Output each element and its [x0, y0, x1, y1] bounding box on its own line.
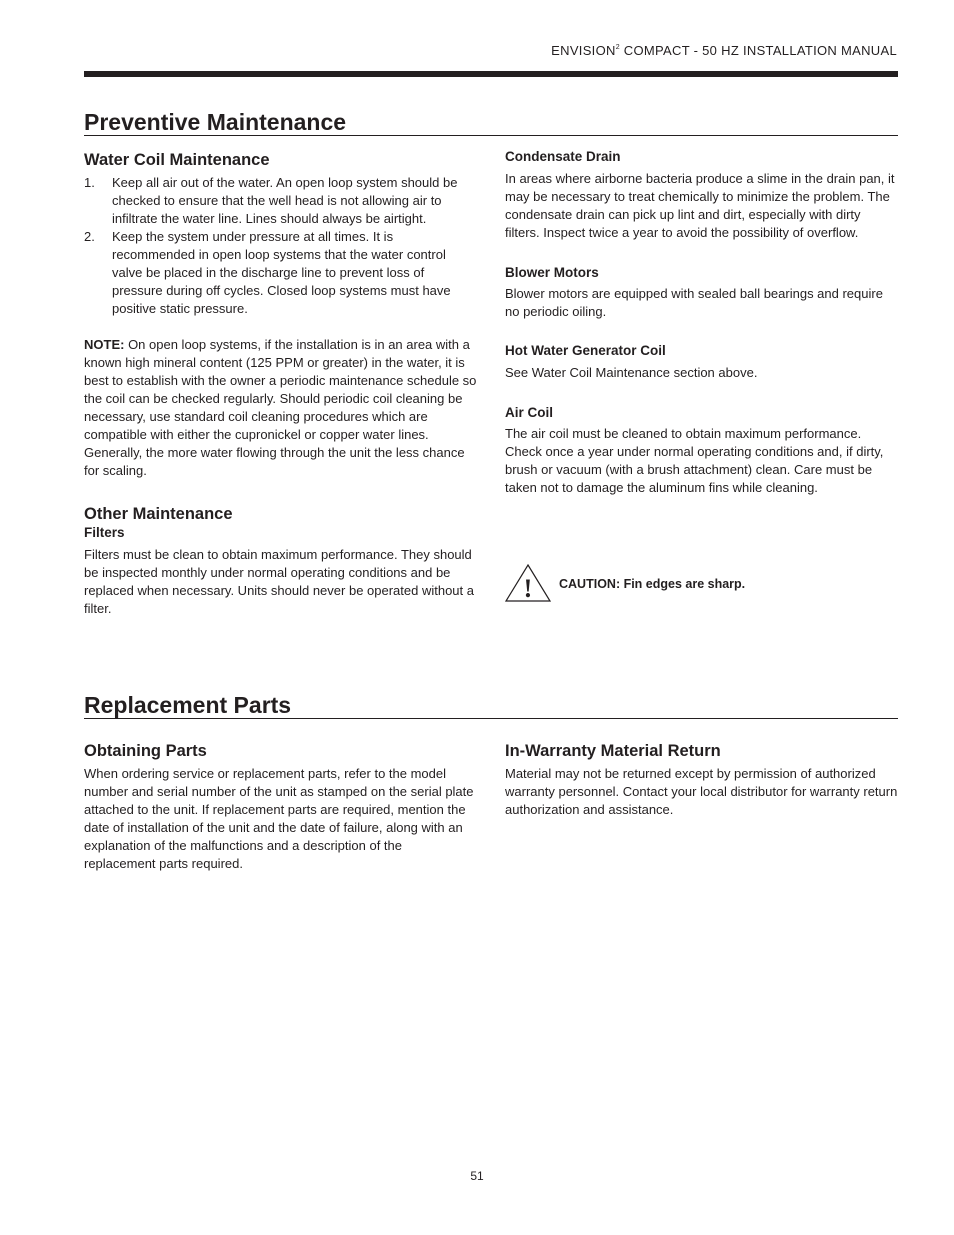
warning-glyph: ! — [523, 574, 533, 602]
obtaining-parts-heading: Obtaining Parts — [84, 742, 207, 760]
hot-water-generator-heading: Hot Water Generator Coil — [505, 343, 666, 358]
manual-title-prefix: ENVISION — [551, 43, 616, 58]
other-maintenance-heading: Other Maintenance — [84, 505, 233, 523]
warranty-return-heading: In-Warranty Material Return — [505, 742, 721, 760]
list-item-text: Keep the system under pressure at all times. It is recommended in open loop systems that the water control valve be placed in the discharge line to prevent loss of pressure during off cycles. Closed loop systems must have positive static pressure. — [112, 229, 451, 316]
air-coil-text: The air coil must be cleaned to obtain maximum performance. Check once a year under normal operating conditions and, if dirty, brush or vacuum (with a brush attachment) clean. Care must be taken not to damage the aluminum fins while cleaning. — [505, 426, 884, 495]
warranty-return-column — [505, 741, 898, 819]
water-coil-heading: Water Coil Maintenance — [84, 151, 270, 169]
blower-motors-text: Blower motors are equipped with sealed ball bearings and require no periodic oiling. — [505, 286, 883, 319]
preventive-maintenance-header — [84, 109, 898, 136]
note-text: On open loop systems, if the installation is in an area with a known high mineral content (125 PPM or greater) in the water, it is best to establish with the owner a periodic maintenance schedule so the coil can be checked regularly. Should periodic coil cleaning be necessary, use standard coil cleaning procedures which are compatible with either the cupronickel or copper water lines. Generally, the more water flowing through the unit the less chance for scaling. — [84, 337, 477, 478]
condensate-drain-text: In areas where airborne bacteria produce a slime in the drain pan, it may be necessary to treat chemically to minimize the problem. The condensate drain can pick up lint and dirt, especially with dirty filters. Inspect twice a year to avoid the possibility of overflow. — [505, 171, 895, 240]
caution-text: CAUTION: Fin edges are sharp. — [559, 577, 746, 591]
preventive-left-column — [84, 150, 477, 618]
manual-title — [551, 43, 897, 58]
page-number: 51 — [470, 1169, 484, 1183]
filters-text: Filters must be clean to obtain maximum performance. They should be inspected monthly under normal operating conditions and be replaced when necessary. Units should never be operated without a filter. — [84, 547, 474, 616]
condensate-drain-heading: Condensate Drain — [505, 149, 621, 164]
list-item-number: 2. — [84, 229, 95, 244]
preventive-right-column — [505, 148, 898, 497]
obtaining-parts-column — [84, 741, 477, 873]
list-item-number: 1. — [84, 175, 95, 190]
caution-notice — [505, 564, 898, 604]
hot-water-generator-text: See Water Coil Maintenance section above. — [505, 365, 758, 380]
water-coil-note — [84, 336, 477, 480]
header-rule — [84, 71, 898, 77]
list-item-text: Keep all air out of the water. An open loop system should be checked to ensure that the well head is not allowing air to infiltrate the water line. Lines should always be airtight. — [112, 175, 458, 226]
air-coil-heading: Air Coil — [505, 405, 554, 420]
list-item — [84, 228, 477, 318]
warranty-return-text: Material may not be returned except by permission of authorized warranty personnel. Contact your local distributor for warranty return authorization and assistance. — [505, 766, 898, 817]
note-label: NOTE: — [84, 337, 125, 352]
warning-triangle-icon — [505, 564, 551, 602]
preventive-maintenance-title: Preventive Maintenance — [84, 109, 347, 135]
replacement-parts-title: Replacement Parts — [84, 692, 292, 718]
manual-title-suffix: COMPACT - 50 HZ INSTALLATION MANUAL — [619, 43, 897, 58]
list-item — [84, 174, 477, 228]
replacement-parts-header — [84, 692, 898, 719]
manual-title-superscript: 2 — [615, 44, 620, 51]
water-coil-steps — [84, 174, 477, 318]
blower-motors-heading: Blower Motors — [505, 265, 599, 280]
obtaining-parts-text: When ordering service or replacement parts, refer to the model number and serial number of the unit as stamped on the serial plate attached to the unit. If replacement parts are required, mention the date of installation of the unit and the date of failure, along with an explanation of the malfunctions and a description of the replacement parts required. — [84, 766, 474, 871]
filters-heading: Filters — [84, 525, 125, 540]
